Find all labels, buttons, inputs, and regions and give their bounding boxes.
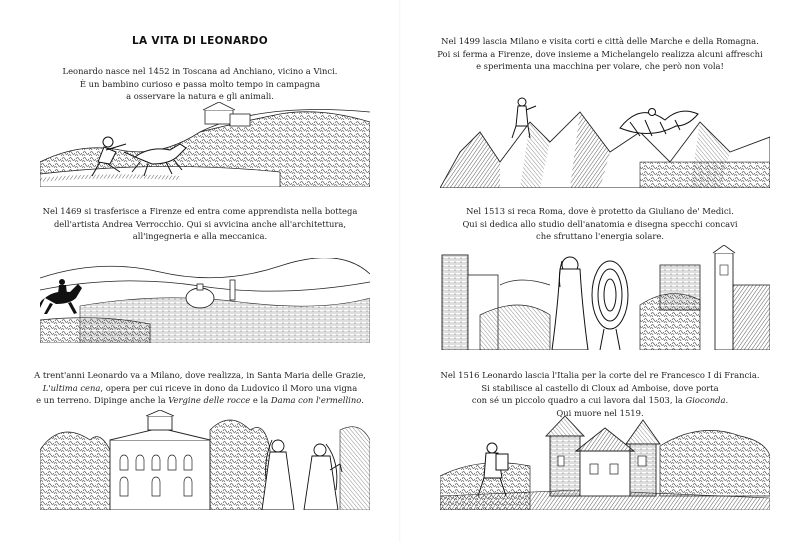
text-span: , opera per cui riceve in dono da Ludovico il Moro una vigna	[100, 382, 358, 393]
text-line: dell'artista Andrea Verrocchio. Qui si avvicina anche all'architettura,	[53, 218, 347, 229]
text-line: all'ingegneria e alla meccanica.	[132, 231, 268, 242]
text-span: e un terreno. Dipinge anche la	[36, 395, 169, 406]
paragraph-1452	[10, 65, 390, 103]
text-line	[410, 394, 790, 407]
text-line: Leonardo nasce nel 1452 in Toscana ad Anchiano, vicino a Vinci.	[62, 66, 338, 76]
text-line	[10, 382, 390, 395]
paragraph-1513	[410, 205, 790, 243]
text-line: Nel 1469 si trasferisce a Firenze ed entra come apprendista nella bottega	[42, 206, 358, 216]
text-line: Qui muore nel 1519.	[556, 407, 644, 418]
text-line	[10, 394, 390, 407]
right-page	[400, 0, 800, 542]
text-line: Nel 1516 Leonardo lascia l'Italia per la corte del re Francesco I di Francia.	[440, 370, 760, 380]
horseman-over-florence-illustration	[40, 258, 370, 343]
child-running-with-dog-illustration	[40, 102, 370, 187]
text-line: e sperimenta una macchina per volare, che però non vola!	[476, 61, 724, 72]
text-span: con sé un piccolo quadro a cui lavora dal 1503, la	[471, 395, 686, 406]
text-span: .	[361, 395, 364, 406]
artwork-title: Vergine delle rocce	[168, 395, 251, 406]
mountains-flying-machine-illustration	[440, 92, 770, 188]
amboise-castle-traveler-illustration	[440, 416, 770, 510]
text-line: Nel 1499 lascia Milano e visita corti e città delle Marche e della Romagna.	[441, 36, 759, 46]
text-line: Nel 1513 si reca Roma, dove è protetto da Giuliano de' Medici.	[466, 206, 734, 216]
text-line: che sfruttano l'energia solare.	[536, 231, 664, 242]
text-line: A trent'anni Leonardo va a Milano, dove realizza, in Santa Maria delle Grazie,	[34, 370, 366, 380]
paragraph-1516	[410, 369, 790, 419]
paragraph-1499	[410, 35, 790, 73]
text-line: Poi si ferma a Firenze, dove insieme a Michelangelo realizza alcuni affreschi	[437, 48, 763, 59]
text-line: Si stabilisce al castello di Cloux ad Amboise, dove porta	[481, 382, 719, 393]
page-title: LA VITA DI LEONARDO	[131, 35, 269, 47]
artwork-title: L'ultima cena	[42, 382, 101, 393]
artwork-title: Gioconda	[685, 395, 726, 406]
paragraph-1469	[10, 205, 390, 243]
text-line: È un bambino curioso e passa molto tempo in campagna	[79, 78, 321, 89]
milan-villa-with-women-illustration	[40, 410, 370, 510]
artwork-title: Dama con l'ermellino	[270, 395, 362, 406]
text-line: a osservare la natura e gli animali.	[126, 91, 274, 102]
text-span: e la	[250, 395, 271, 406]
text-line: Qui si dedica allo studio dell'anatomia e disegna specchi concavi	[462, 218, 738, 229]
text-span: .	[725, 395, 729, 406]
rome-concave-mirror-illustration	[440, 245, 770, 350]
paragraph-milano	[10, 369, 390, 407]
